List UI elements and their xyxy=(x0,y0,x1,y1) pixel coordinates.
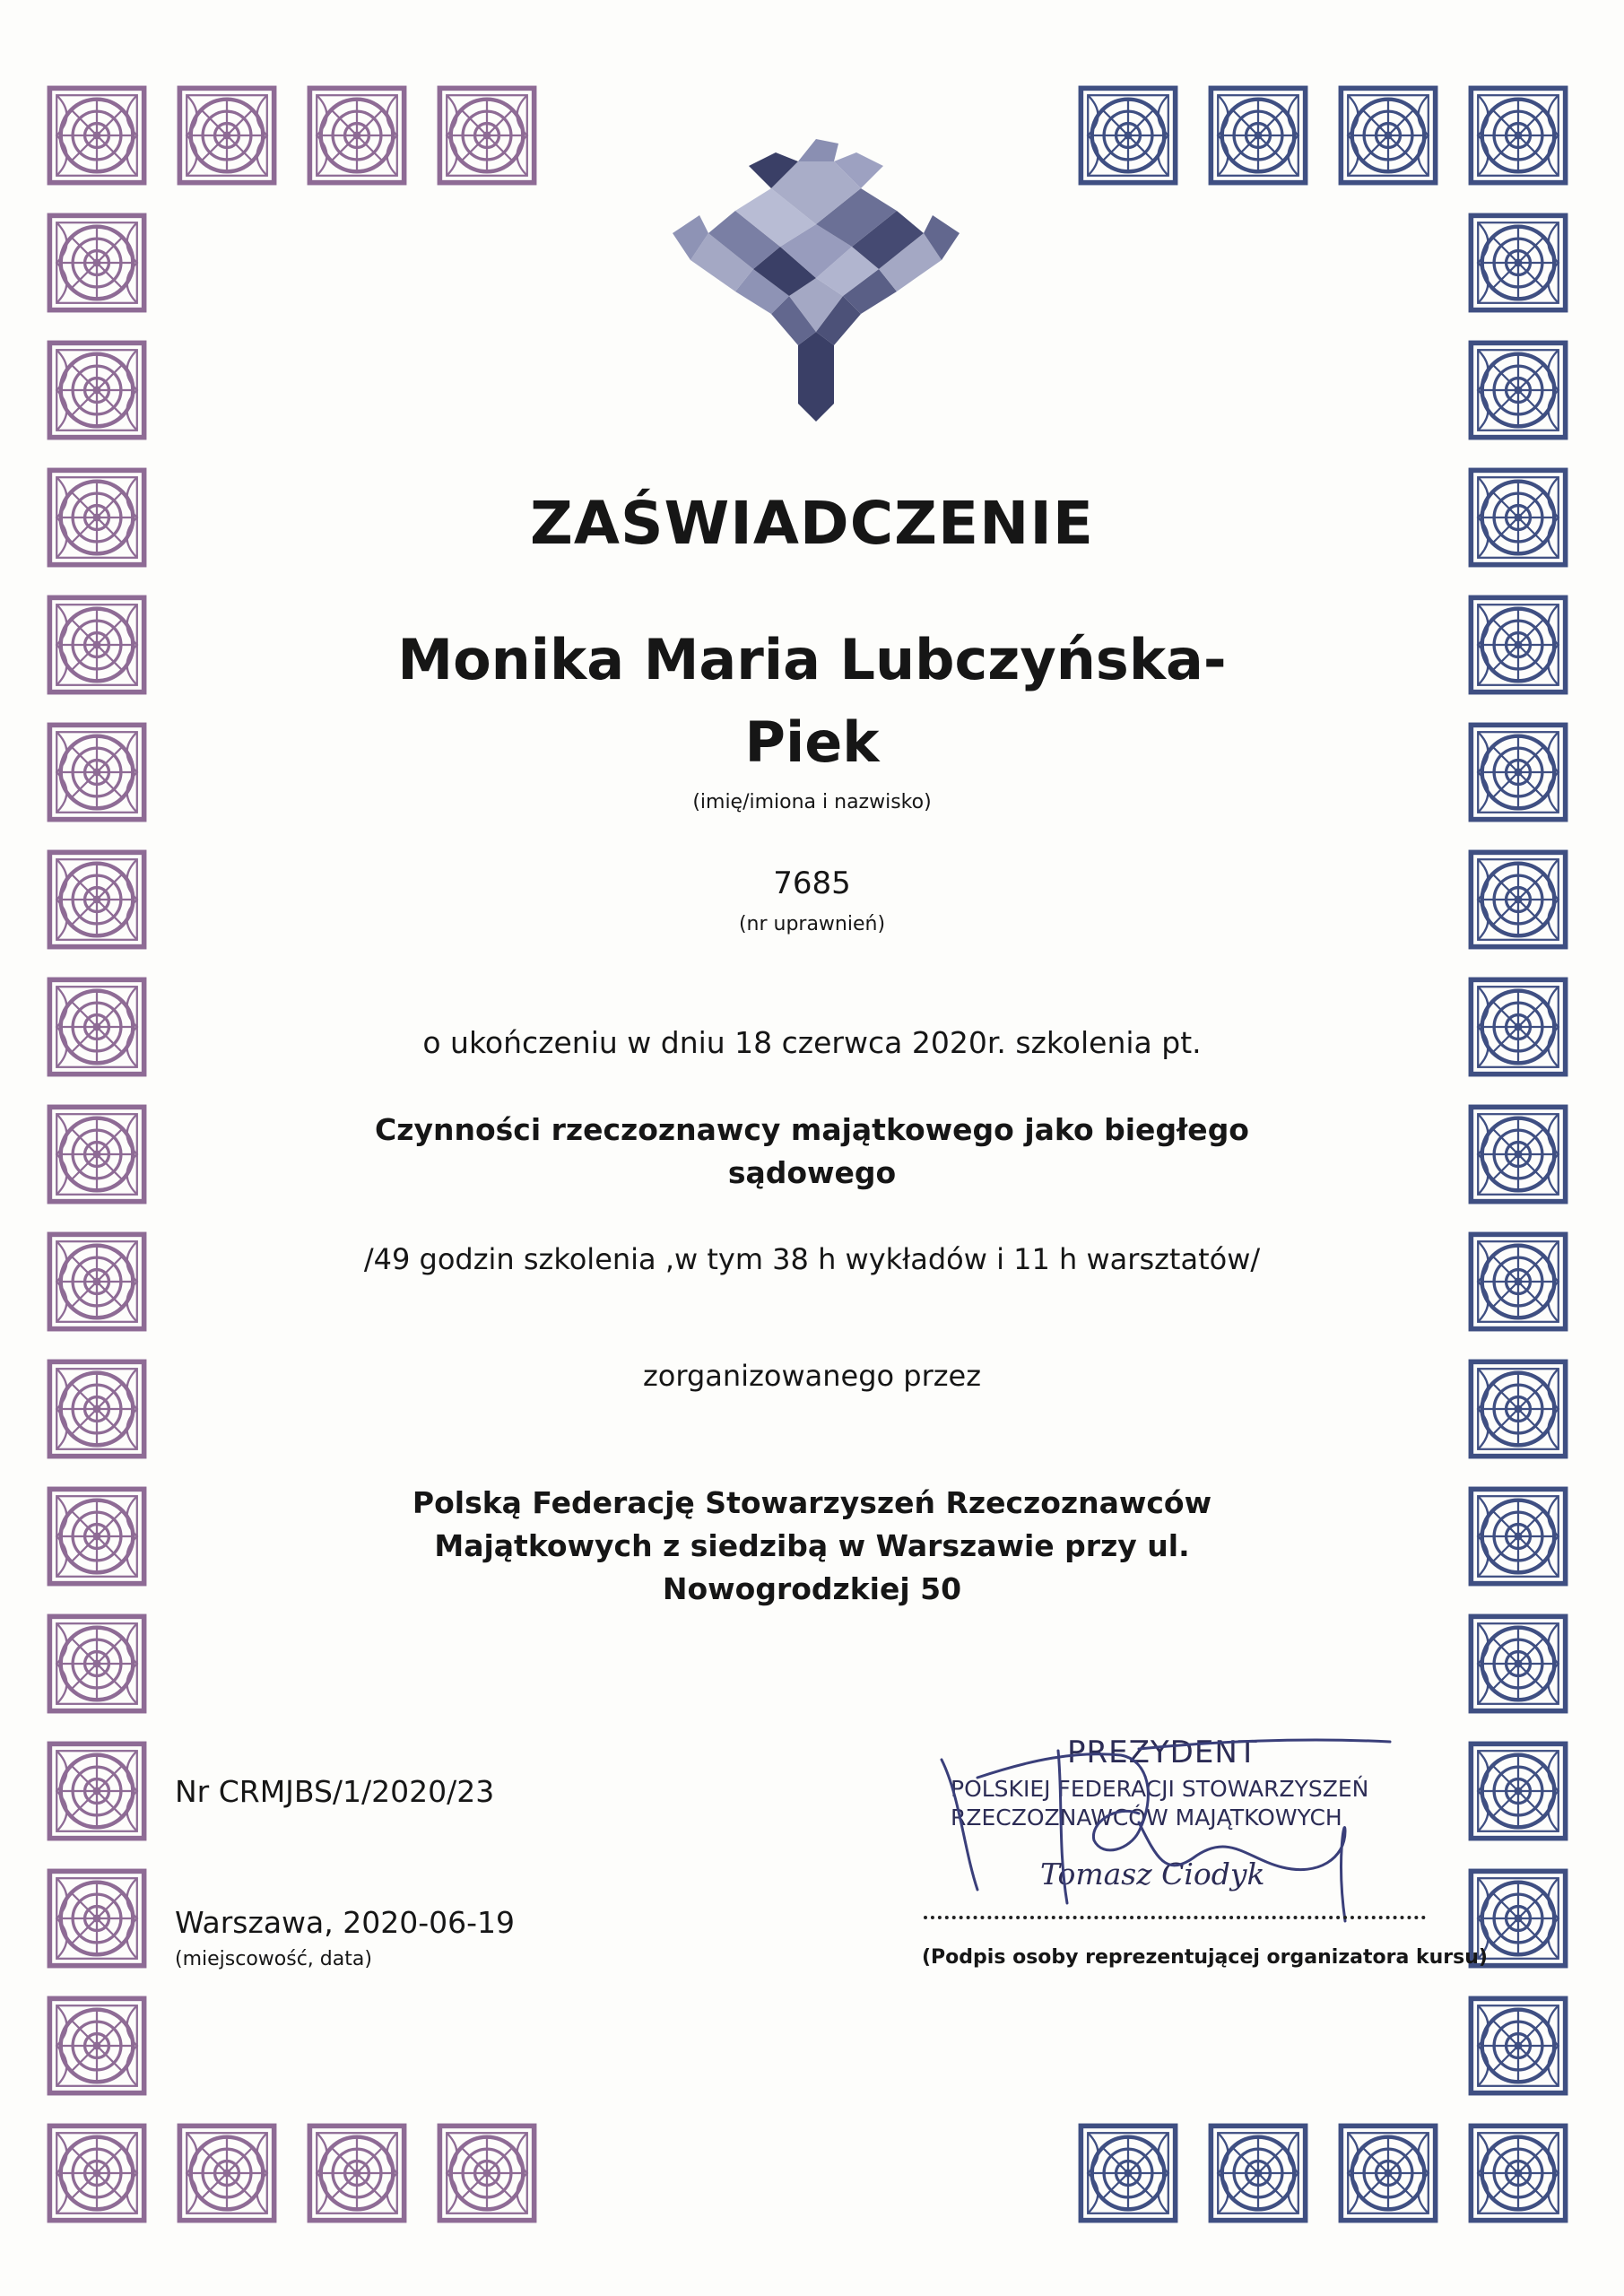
border-ornament-tile xyxy=(47,849,147,950)
border-ornament-tile xyxy=(47,467,147,568)
border-ornament-tile xyxy=(47,595,147,695)
border-ornament-tile xyxy=(1468,1359,1568,1459)
border-ornament-tile xyxy=(47,1613,147,1714)
border-ornament-tile xyxy=(437,2123,537,2223)
organizer-line1: Polską Federację Stowarzyszeń Rzeczoznawców xyxy=(412,1485,1212,1520)
border-ornament-tile xyxy=(1468,213,1568,313)
stamp-title: PREZYDENT xyxy=(1067,1735,1258,1770)
border-ornament-tile xyxy=(437,85,537,186)
border-ornament-tile xyxy=(307,2123,407,2223)
border-ornament-tile xyxy=(47,1104,147,1205)
border-ornament-tile xyxy=(47,1868,147,1969)
border-ornament-tile xyxy=(307,85,407,186)
border-ornament-tile xyxy=(1468,340,1568,440)
border-ornament-tile xyxy=(1468,1741,1568,1841)
border-ornament-tile xyxy=(1208,2123,1308,2223)
border-ornament-tile xyxy=(1468,1613,1568,1714)
border-ornament-tile xyxy=(1468,977,1568,1077)
border-ornament-tile xyxy=(47,1359,147,1459)
organizer-line3: Nowogrodzkiej 50 xyxy=(662,1571,962,1606)
signature-line xyxy=(924,1916,1426,1919)
course-title-line2: sądowego xyxy=(727,1155,897,1190)
license-number: 7685 xyxy=(773,865,851,901)
border-ornament-tile xyxy=(47,1741,147,1841)
course-hours: /49 godzin szkolenia ,w tym 38 h wykładów i 11 h warsztatów/ xyxy=(363,1242,1261,1276)
border-ornament-tile xyxy=(1468,85,1568,186)
border-ornament-tile xyxy=(1468,1231,1568,1332)
border-ornament-tile xyxy=(177,2123,277,2223)
document-title: ZAŚWIADCZENIE xyxy=(530,489,1094,558)
person-name-line1: Monika Maria Lubczyńska- xyxy=(397,627,1227,692)
border-ornament-tile xyxy=(47,1996,147,2096)
organizer-name xyxy=(215,1482,1409,1611)
organizer-line2: Majątkowych z siedzibą w Warszawie przy ul. xyxy=(434,1528,1190,1563)
border-ornament-tile xyxy=(47,977,147,1077)
border-ornament-tile xyxy=(47,2123,147,2223)
border-ornament-tile xyxy=(1468,1996,1568,2096)
border-ornament-tile xyxy=(1468,1104,1568,1205)
organized-by-text: zorganizowanego przez xyxy=(643,1359,981,1393)
border-ornament-tile xyxy=(1468,2123,1568,2223)
federation-logo xyxy=(664,126,968,430)
border-ornament-tile xyxy=(47,1231,147,1332)
course-title-line1: Czynności rzeczoznawcy majątkowego jako biegłego xyxy=(375,1112,1249,1147)
border-ornament-tile xyxy=(1468,467,1568,568)
stamp-line2: RZECZOZNAWCÓW MAJĄTKOWYCH xyxy=(951,1805,1342,1831)
signature-caption: (Podpis osoby reprezentującej organizatora kursu) xyxy=(922,1946,1488,1969)
completion-text: o ukończeniu w dniu 18 czerwca 2020r. szkolenia pt. xyxy=(422,1025,1202,1060)
place-date: Warszawa, 2020-06-19 xyxy=(175,1905,516,1940)
border-ornament-tile xyxy=(47,85,147,186)
border-ornament-tile xyxy=(47,213,147,313)
border-ornament-tile xyxy=(47,1486,147,1587)
border-ornament-tile xyxy=(1208,85,1308,186)
stamp-line1: POLSKIEJ FEDERACJI STOWARZYSZEŃ xyxy=(951,1776,1369,1802)
course-title xyxy=(215,1109,1409,1195)
name-caption: (imię/imiona i nazwisko) xyxy=(692,791,932,813)
border-ornament-tile xyxy=(1078,2123,1178,2223)
border-ornament-tile xyxy=(177,85,277,186)
stamp-signatory-name: Tomasz Ciodyk xyxy=(1040,1857,1265,1892)
person-name-line2: Piek xyxy=(744,709,880,775)
license-caption: (nr uprawnień) xyxy=(738,913,886,935)
border-ornament-tile xyxy=(1338,2123,1438,2223)
border-ornament-tile xyxy=(1468,1486,1568,1587)
border-ornament-tile xyxy=(1468,849,1568,950)
president-stamp xyxy=(924,1724,1444,1948)
border-ornament-tile xyxy=(47,340,147,440)
border-ornament-tile xyxy=(1468,722,1568,822)
border-ornament-tile xyxy=(1338,85,1438,186)
border-ornament-tile xyxy=(1468,595,1568,695)
certificate-reference-number: Nr CRMJBS/1/2020/23 xyxy=(175,1774,495,1809)
border-ornament-tile xyxy=(1078,85,1178,186)
place-date-caption: (miejscowość, data) xyxy=(175,1948,372,1970)
border-ornament-tile xyxy=(47,722,147,822)
person-name xyxy=(215,619,1409,784)
